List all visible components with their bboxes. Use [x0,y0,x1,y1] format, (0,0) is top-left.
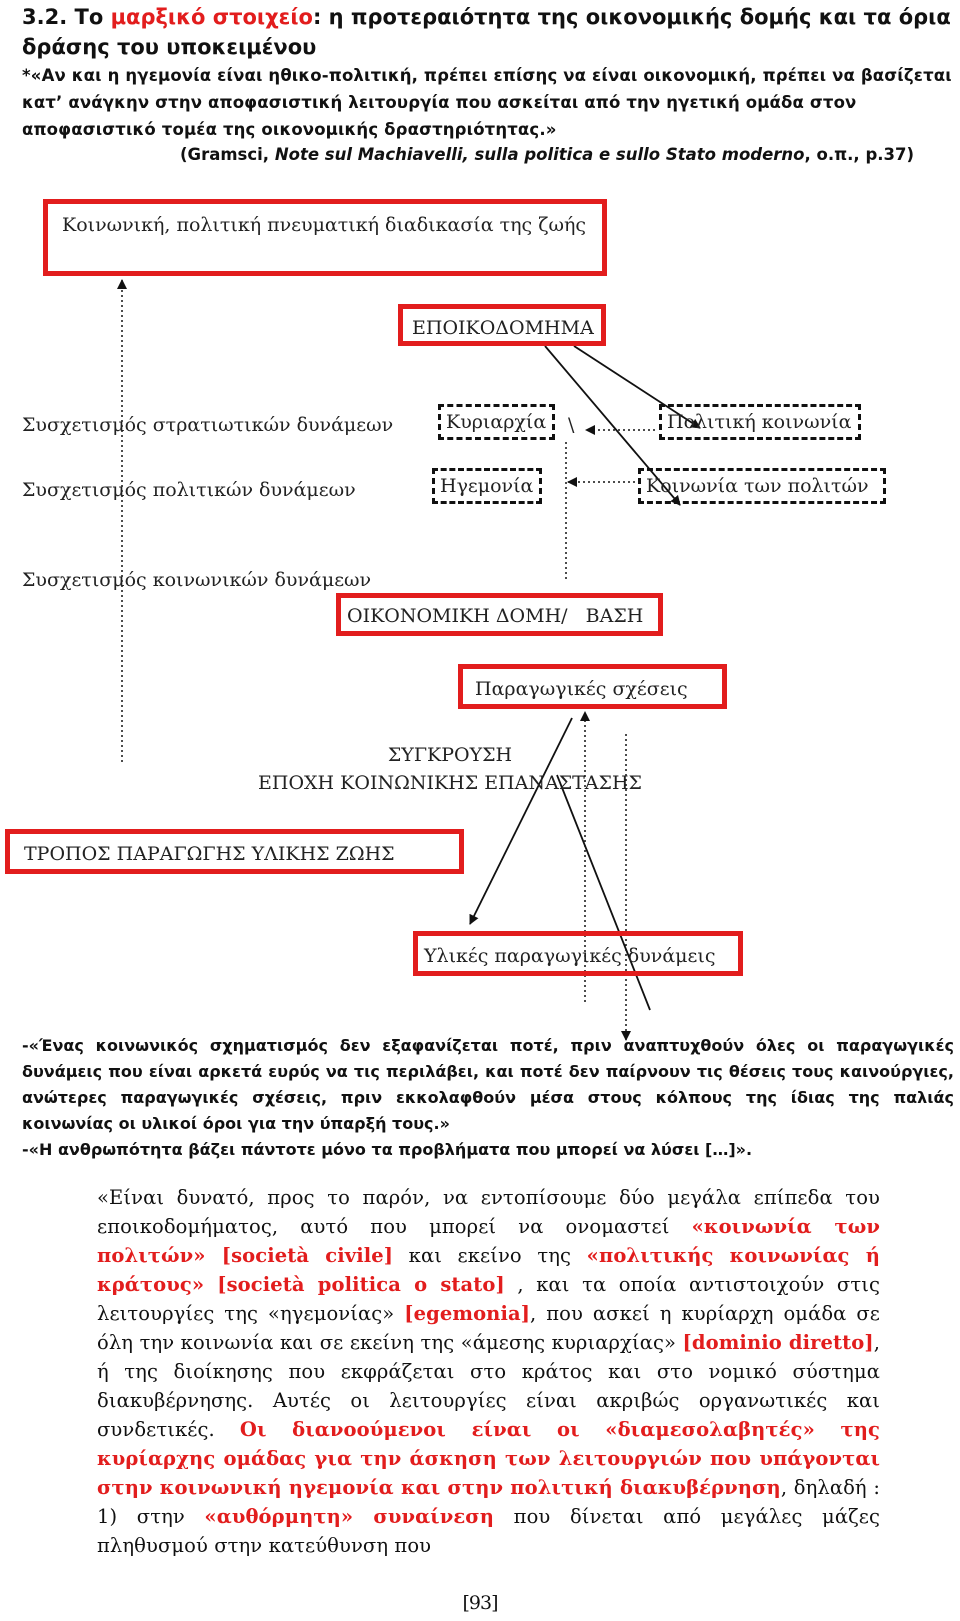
superstructure-label: ΕΠΟΙΚΟΔΟΜΗΜΑ [412,317,594,339]
text-run: , δηλαδή : 1) στην [97,1476,880,1528]
political-society-box [659,404,861,440]
text-run-red: «αυθόρμητη» συναίνεση [204,1505,495,1528]
mode-of-production-label: ΤΡΟΠΟΣ ΠΑΡΑΓΩΓΗΣ ΥΛΙΚΗΣ ΖΩΗΣ [24,843,395,865]
productive-forces-box [413,931,743,976]
text-run-red: «κοινωνία των πολιτών» [società civile] [97,1215,880,1267]
text-run: , ή της διοίκησης που εκφράζεται στο κράτος και στο νομικό σύστημα διακυβέρνησης. Αυτές οι λειτουργίες είναι ακριβώς οργανωτικές και συνδετικές. [97,1331,880,1441]
text-run: που δίνεται από μεγάλες μάζες πληθυσμού στην κατεύθυνση που [97,1505,880,1557]
text-run-red: [dominio diretto] [682,1331,874,1354]
text-run-red: Οι διανοούμενοι είναι οι «διαμεσολαβητές» της κυρίαρχης ομάδας για την άσκηση των λειτουργιών που υπάγονται στην κοινωνική ηγεμονία και στην πολιτική διακυβέρνηση [97,1418,880,1499]
text-run: και εκείνο της [393,1244,587,1267]
social-forces-label: Συσχετισμός κοινωνικών δυνάμεων [22,569,372,591]
domination-box [438,404,555,440]
citation-post: , ο.π., p.37) [804,145,915,164]
heading-highlight: μαρξικό στοιχείο [110,5,313,29]
marx-quote-1: -«Ένας κοινωνικός σχηματισμός δεν εξαφανίζεται ποτέ, πριν αναπτυχθούν όλες οι παραγωγικές δυνάμεις που είναι αρκετά ευρύς να τις περιλάβει, και ποτέ δεν παίρνουν τις θέσεις τους καινούργιες, ανώτερες παραγωγικές σχέσεις, πριν εκκολαφθούν μέσα στους κόλπους της ίδιας της παλιάς κοινωνίας οι υλικοί όροι για την ύπαρξή τους.» [22,1036,954,1133]
superstructure-box [398,304,606,346]
citation-title: Note sul Machiavelli, sulla politica e sullo Stato moderno [274,145,805,164]
text-run: «Είναι δυνατό, προς το παρόν, να εντοπίσουμε δύο μεγάλα επίπεδα του εποικοδομήματος, αυτό που μπορεί να ονομαστεί [97,1186,880,1238]
conflict-label: ΣΥΓΚΡΟΥΣΗ [387,744,513,766]
marx-quote [22,1033,954,1163]
text-run-red: [egemonia] [404,1302,531,1325]
relations-box [458,664,727,709]
hegemony-box [432,468,542,504]
marx-quote-2: -«Η ανθρωπότητα βάζει πάντοτε μόνο τα προβλήματα που μπορεί να λύσει […]». [22,1140,753,1159]
economic-base-box [336,593,663,636]
political-forces-label: Συσχετισμός πολιτικών δυνάμεων [22,479,356,501]
backslash-mark: \ [568,414,575,436]
military-forces-label: Συσχετισμός στρατιωτικών δυνάμεων [22,414,394,436]
civil-society-label: Κοινωνία των πολιτών [646,475,869,497]
productive-forces-label: Υλικές παραγωγικές δυνάμεις [424,945,716,967]
heading-rest: : η προτεραιότητα της οικονομικής δομής και τα όρια δράσης του υποκειμένου [22,5,951,59]
page-number: [93] [462,1592,498,1614]
text-run: , και τα οποία αντιστοιχούν στις λειτουργίες της «ηγεμονίας» [97,1273,880,1325]
gramsci-text [97,1183,880,1560]
civil-society-box [638,468,886,504]
text-run: , που ασκεί η κυρίαρχη ομάδα σε όλη την κοινωνία και σε εκείνη της «άμεσης κυριαρχίας» [97,1302,880,1354]
text-run-red: «πολιτικής κοινωνίας ή κράτους» [società politica o stato] [97,1244,880,1296]
heading-number: 3.2. Το [22,5,111,29]
citation-pre: (Gramsci, [180,145,275,164]
revolution-label: ΕΠΟΧΗ ΚΟΙΝΩΝΙΚΗΣ ΕΠΑΝΑΣΤΑΣΗΣ [258,772,642,794]
hegemony-label: Ηγεμονία [440,475,534,497]
mode-of-production-box [5,829,464,874]
political-society-label: Πολιτική κοινωνία [667,411,852,433]
social-life-box [43,199,607,276]
epigraph: *«Αν και η ηγεμονία είναι ηθικο-πολιτική, πρέπει επίσης να είναι οικονομική, πρέπει να βασίζεται κατ’ ανάγκην στην αποφασιστική λειτουργία που ασκείται από την ηγετική ομάδα στον αποφασιστικό τομέα της οικονομικής δραστηριότητας.» [22,66,952,139]
economic-base-label: ΟΙΚΟΝΟΜΙΚΗ ΔΟΜΗ/ ΒΑΣΗ [347,605,644,627]
relations-label: Παραγωγικές σχέσεις [475,678,688,700]
domination-label: Κυριαρχία [446,411,547,433]
social-life-label: Κοινωνική, πολιτική πνευματική διαδικασία της ζωής [62,214,587,236]
